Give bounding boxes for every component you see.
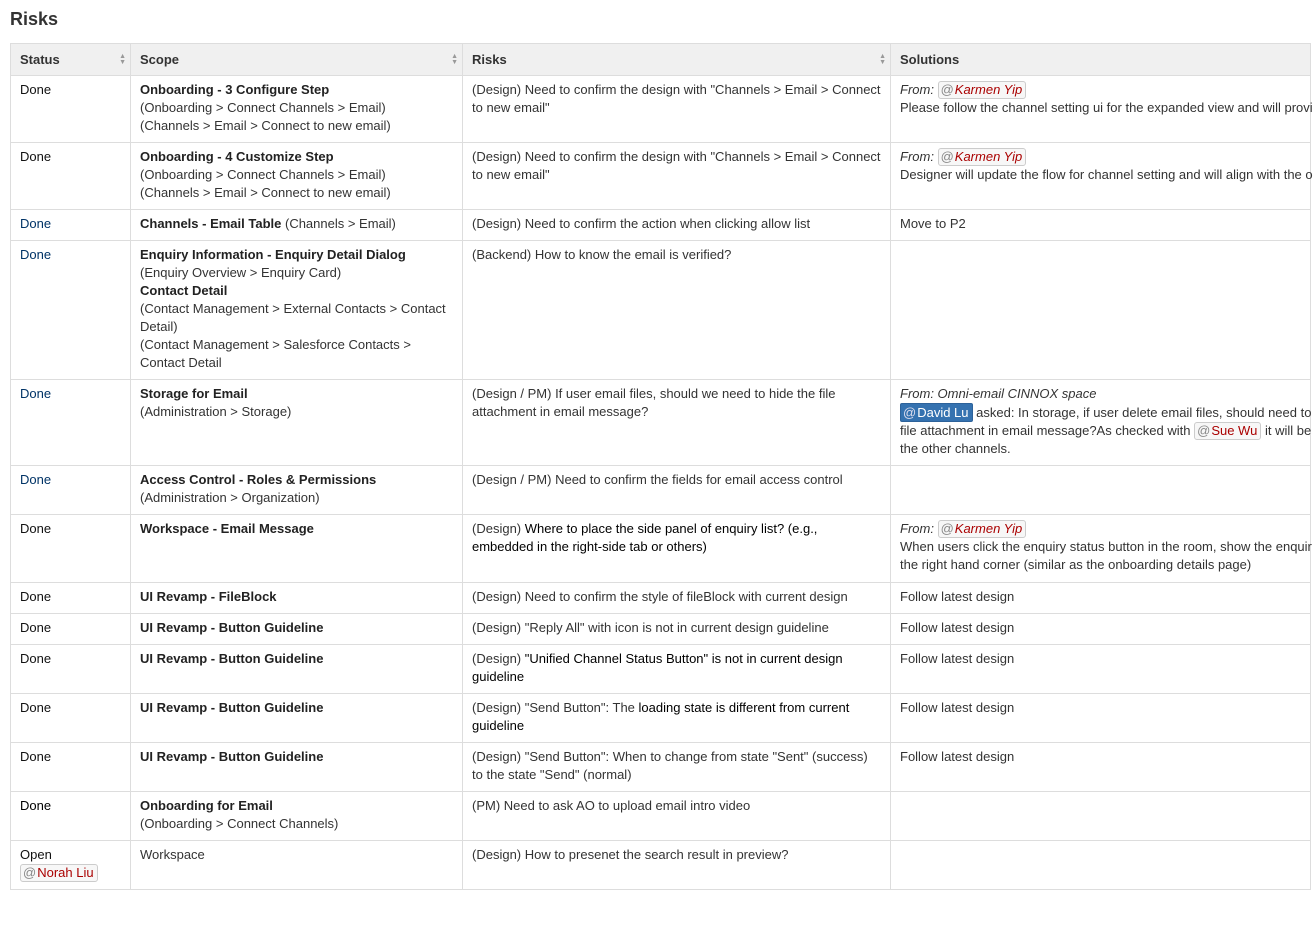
solution-cell: Move to P2: [891, 210, 1311, 241]
scope-title: Enquiry Information - Enquiry Detail Dialog: [140, 247, 406, 262]
scope-cell: [131, 241, 463, 380]
risk-cell: (Design) Need to confirm the style of fileBlock with current design: [463, 583, 891, 614]
status-cell: Done: [11, 614, 131, 645]
risks-table-wrapper: [10, 43, 1313, 890]
solution-cell: [891, 143, 1311, 210]
risk-prefix: (Design): [472, 521, 522, 536]
status-cell: [11, 841, 131, 890]
from-label: From:: [900, 82, 934, 97]
risk-cell: (Design) Need to confirm the action when clicking allow list: [463, 210, 891, 241]
scope-cell: [131, 792, 463, 841]
risk-cell: [463, 645, 891, 694]
status-cell: Done: [11, 645, 131, 694]
status-cell: Done: [11, 792, 131, 841]
table-row: [11, 466, 1311, 515]
risk-cell: (PM) Need to ask AO to upload email intro video: [463, 792, 891, 841]
table-row: [11, 515, 1311, 583]
status-cell: Done: [11, 380, 131, 466]
table-row: [11, 792, 1311, 841]
risk-cell: (Design) "Send Button": When to change from state "Sent" (success) to the state "Send" (normal): [463, 743, 891, 792]
solution-cell: Follow latest design: [891, 743, 1311, 792]
table-header-row: [11, 44, 1311, 76]
risk-cell: (Design) "Reply All" with icon is not in current design guideline: [463, 614, 891, 645]
status-cell: Done: [11, 694, 131, 743]
from-label: From:: [900, 521, 934, 536]
solution-text: the right hand corner (similar as the onboarding details page): [900, 557, 1252, 572]
risk-cell: [463, 694, 891, 743]
risk-text: Where to place the side panel of enquiry list? (e.g., embedded in the right-side tab or others): [472, 521, 818, 554]
solution-cell: [891, 380, 1311, 466]
risk-cell: (Design / PM) Need to confirm the fields for email access control: [463, 466, 891, 515]
table-row: [11, 694, 1311, 743]
scope-cell: [131, 515, 463, 583]
scope-title: Onboarding - 4 Customize Step: [140, 149, 334, 164]
solution-cell: [891, 515, 1311, 583]
scope-cell: [131, 614, 463, 645]
status-cell: Done: [11, 241, 131, 380]
sort-arrows-icon[interactable]: ▲ ▼: [119, 52, 126, 66]
sort-arrows-icon[interactable]: ▲ ▼: [879, 52, 886, 66]
solution-cell: Follow latest design: [891, 694, 1311, 743]
scope-path: (Administration > Storage): [140, 404, 292, 419]
risks-table: [10, 43, 1311, 890]
scope-cell: Workspace: [131, 841, 463, 890]
user-mention[interactable]: @Karmen Yip: [938, 148, 1027, 166]
scope-title: UI Revamp - Button Guideline: [140, 749, 324, 764]
scope-path: (Contact Management > Salesforce Contacts > Contact Detail: [140, 337, 411, 370]
column-header-scope[interactable]: Scope ▲ ▼: [131, 44, 463, 76]
scope-cell: [131, 583, 463, 614]
risk-text: "Unified Channel Status Button" is not in current design guideline: [472, 651, 843, 684]
column-header-solutions[interactable]: Solutions: [891, 44, 1311, 76]
status-cell: Done: [11, 210, 131, 241]
solution-cell: [891, 841, 1311, 890]
solution-text: file attachment in email message?As checked with: [900, 423, 1191, 438]
risk-cell: (Design / PM) If user email files, should we need to hide the file attachment in email message?: [463, 380, 891, 466]
scope-path: (Onboarding > Connect Channels > Email): [140, 100, 386, 115]
scope-cell: [131, 743, 463, 792]
scope-title: Contact Detail: [140, 283, 228, 298]
solution-cell: [891, 466, 1311, 515]
table-row: [11, 143, 1311, 210]
scope-path: (Channels > Email > Connect to new email): [140, 118, 391, 133]
risk-prefix: (Design) "Send Button": The: [472, 700, 635, 715]
table-row: [11, 380, 1311, 466]
scope-cell: [131, 694, 463, 743]
table-row: [11, 645, 1311, 694]
solution-text: When users click the enquiry status button in the room, show the enquir: [900, 539, 1312, 554]
risk-cell: (Design) Need to confirm the design with "Channels > Email > Connect to new email": [463, 143, 891, 210]
table-row: [11, 76, 1311, 143]
solution-cell: [891, 76, 1311, 143]
scope-path: (Administration > Organization): [140, 490, 320, 505]
user-mention[interactable]: @Sue Wu: [1194, 422, 1261, 440]
table-row: [11, 614, 1311, 645]
solution-text: asked: In storage, if user delete email files, should need to: [976, 405, 1312, 420]
solution-cell: Follow latest design: [891, 614, 1311, 645]
table-row: [11, 583, 1311, 614]
scope-path: (Contact Management > External Contacts > Contact Detail): [140, 301, 446, 334]
scope-title: UI Revamp - Button Guideline: [140, 651, 324, 666]
solution-cell: Follow latest design: [891, 645, 1311, 694]
status-text: Open: [20, 847, 52, 862]
scope-title: Onboarding - 3 Configure Step: [140, 82, 330, 97]
page-title: Risks: [10, 9, 59, 29]
user-mention[interactable]: @Karmen Yip: [938, 81, 1027, 99]
from-label: From:: [900, 149, 934, 164]
status-cell: Done: [11, 76, 131, 143]
sort-arrows-icon[interactable]: ▲ ▼: [451, 52, 458, 66]
risk-cell: (Backend) How to know the email is verified?: [463, 241, 891, 380]
table-row: [11, 210, 1311, 241]
solution-cell: [891, 241, 1311, 380]
risk-cell: (Design) How to presenet the search result in preview?: [463, 841, 891, 890]
at-icon: @: [940, 521, 954, 536]
user-mention[interactable]: @David Lu: [900, 403, 973, 422]
table-row: [11, 241, 1311, 380]
status-cell: Done: [11, 143, 131, 210]
scope-title: UI Revamp - Button Guideline: [140, 620, 324, 635]
risk-prefix: (Design): [472, 651, 522, 666]
solution-text: it will be: [1264, 423, 1312, 438]
scope-cell: [131, 380, 463, 466]
table-row: [11, 743, 1311, 792]
scope-title: Access Control - Roles & Permissions: [140, 472, 377, 487]
risk-cell: (Design) Need to confirm the design with "Channels > Email > Connect to new email": [463, 76, 891, 143]
scope-cell: [131, 466, 463, 515]
solution-cell: [891, 792, 1311, 841]
scope-title: UI Revamp - FileBlock: [140, 589, 277, 604]
from-label: From: Omni-email CINNOX space: [900, 386, 1097, 401]
user-mention[interactable]: @Norah Liu: [20, 864, 98, 882]
status-cell: Done: [11, 515, 131, 583]
column-header-status[interactable]: Status ▲ ▼: [11, 44, 131, 76]
status-cell: Done: [11, 743, 131, 792]
at-icon: @: [940, 82, 954, 97]
scope-title: Storage for Email: [140, 386, 248, 401]
scope-path: (Channels > Email > Connect to new email): [140, 185, 391, 200]
scope-title: Channels - Email Table: [140, 216, 282, 231]
scope-path: (Channels > Email): [284, 216, 396, 231]
solution-text: the other channels.: [900, 441, 1011, 456]
at-icon: @: [903, 405, 917, 420]
solution-text: Designer will update the flow for channel setting and will align with the o: [900, 167, 1313, 182]
scope-path: (Onboarding > Connect Channels > Email): [140, 167, 386, 182]
user-mention[interactable]: @Karmen Yip: [938, 520, 1027, 538]
risk-cell: [463, 515, 891, 583]
scope-cell: [131, 645, 463, 694]
scope-cell: [131, 76, 463, 143]
at-icon: @: [940, 149, 954, 164]
scope-cell: [131, 143, 463, 210]
solution-text: Please follow the channel setting ui for the expanded view and will provi: [900, 100, 1313, 115]
solution-cell: Follow latest design: [891, 583, 1311, 614]
scope-cell: [131, 210, 463, 241]
scope-title: Onboarding for Email: [140, 798, 273, 813]
at-icon: @: [23, 865, 37, 880]
table-row: [11, 841, 1311, 890]
risk-text: loading state is different from current guideline: [472, 700, 850, 733]
scope-path: (Onboarding > Connect Channels): [140, 816, 339, 831]
scope-title: Workspace - Email Message: [140, 521, 314, 536]
status-cell: Done: [11, 583, 131, 614]
scope-title: UI Revamp - Button Guideline: [140, 700, 324, 715]
column-header-risks[interactable]: Risks ▲ ▼: [463, 44, 891, 76]
scope-path: (Enquiry Overview > Enquiry Card): [140, 265, 342, 280]
status-cell: Done: [11, 466, 131, 515]
at-icon: @: [1197, 423, 1211, 438]
